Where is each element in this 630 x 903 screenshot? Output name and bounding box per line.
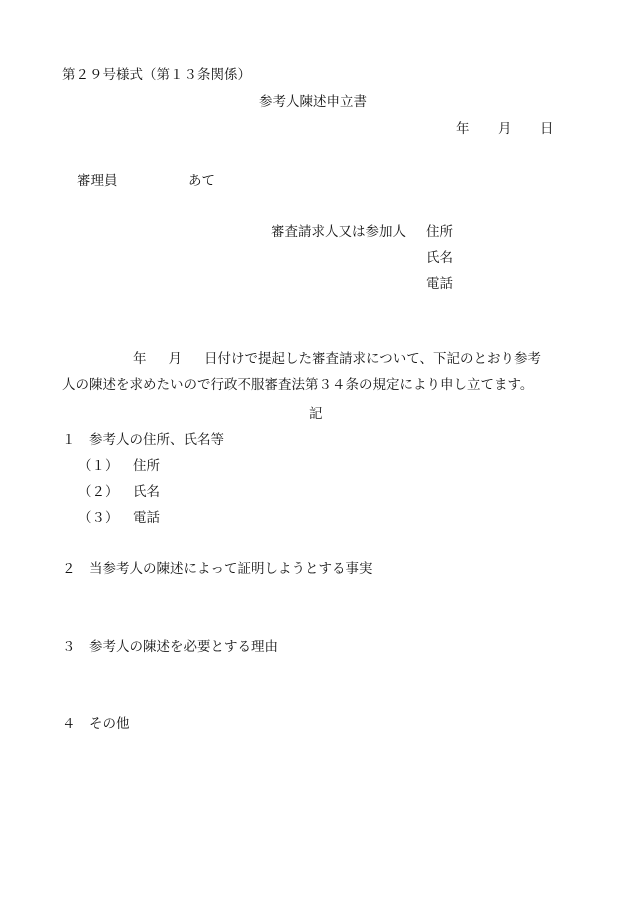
applicant-phone: 電話 xyxy=(426,276,453,292)
body-line-1 xyxy=(62,346,582,372)
subitem-1-label: 住所 xyxy=(133,458,160,474)
subitem-3-label: 電話 xyxy=(133,510,160,526)
item-3-heading: ３ 参考人の陳述を必要とする理由 xyxy=(62,639,278,655)
date-year: 年 xyxy=(456,121,470,137)
document-title: 参考人陳述申立書 xyxy=(259,94,367,110)
body-month: 月 xyxy=(168,351,182,367)
subitem-3-num: （３） xyxy=(78,510,119,526)
body-paragraph xyxy=(62,346,582,398)
applicant-label: 審査請求人又は参加人 xyxy=(271,224,406,240)
subitem-2-label: 氏名 xyxy=(133,484,160,500)
body-year: 年 xyxy=(133,351,147,367)
date-month: 月 xyxy=(498,121,512,137)
applicant-name: 氏名 xyxy=(426,250,453,266)
item-1-heading: １ 参考人の住所、氏名等 xyxy=(62,432,224,448)
addressee-suffix: あて xyxy=(188,173,215,189)
body-line-2: 人の陳述を求めたいので行政不服審査法第３４条の規定により申し立てます。 xyxy=(62,377,534,393)
item-4-heading: ４ その他 xyxy=(62,716,130,732)
date-day: 日 xyxy=(540,121,554,137)
addressee-role: 審理員 xyxy=(77,173,118,189)
body-rest: 日付けで提起した審査請求について、下記のとおり参考 xyxy=(204,351,541,367)
subitem-2-num: （２） xyxy=(78,484,119,500)
applicant-address: 住所 xyxy=(426,224,453,240)
ki-marker: 記 xyxy=(309,406,323,422)
subitem-1-num: （１） xyxy=(78,458,119,474)
item-2-heading: ２ 当参考人の陳述によって証明しようとする事実 xyxy=(62,561,373,577)
form-number: 第２９号様式（第１３条関係） xyxy=(62,67,251,83)
